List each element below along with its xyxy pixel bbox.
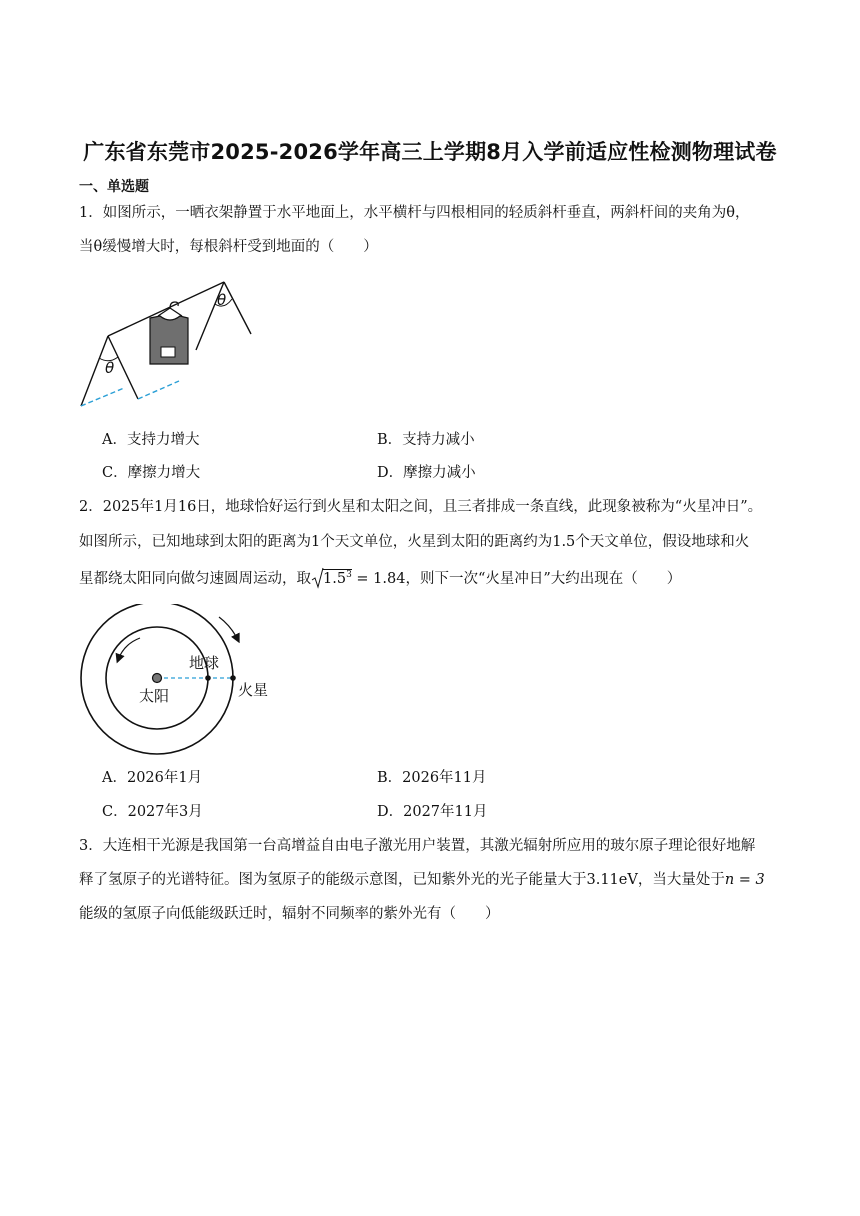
q1-option-a: A．支持力增大 [102,432,200,448]
q1-figure-theta-bottom: θ [105,359,115,377]
q2-stem-line2: 如图所示，已知地球到太阳的距离为1个天文单位，火星到太阳的距离约为1.5个天文单位，假设地球和火 [79,534,750,550]
q3-stem-line1: 3．大连相干光源是我国第一台高增益自由电子激光用户装置，其激光辐射所应用的玻尔原子理论很好地解 [79,838,756,854]
q2-option-a: A．2026年1月 [102,770,203,786]
q1-stem-line1: 1．如图所示，一晒衣架静置于水平地面上，水平横杆与四根相同的轻质斜杆垂直，两斜杆间的夹角为θ， [79,205,750,221]
q1-option-b: B．支持力减小 [377,432,475,448]
q1-option-d: D．摩擦力减小 [377,465,476,481]
q3-stem-line2-text: 释了氢原子的光谱特征。图为氢原子的能级示意图，已知紫外光的光子能量大于3.11eV，当大量处于 [79,872,725,888]
q1-figure-clothes-rack [76,268,258,413]
q2-figure-orbits [76,604,276,760]
q1-figure-theta-top: θ [217,291,227,309]
earth-label: 地球 [189,654,220,672]
mars-label: 火星 [238,681,269,699]
sqrt-exponent: 3 [346,570,352,581]
sqrt-expression [311,570,352,587]
sqrt-base: 1.5 [323,571,347,587]
q2-option-d: D．2027年11月 [377,804,488,820]
sqrt-sign-icon [311,567,324,589]
q3-energy-level-n: n = 3 [724,872,765,888]
q2-option-c: C．2027年3月 [102,804,203,820]
q2-stem-line3 [79,567,681,588]
sqrt-value: = 1.84 [351,571,406,587]
q2-stem-line3-end: ，则下一次“火星冲日”大约出现在（ ） [405,571,682,587]
q2-stem-line1: 2．2025年1月16日，地球恰好运行到火星和太阳之间，且三者排成一条直线，此现象被称为“火星冲日”。 [79,499,763,515]
q1-option-c: C．摩擦力增大 [102,465,201,481]
q2-stem-line3-start: 星都绕太阳同向做匀速圆周运动，取 [79,571,311,587]
q3-stem-line2 [79,868,765,889]
page-title: 广东省东莞市2025-2026学年高三上学期8月入学前适应性检测物理试卷 [83,140,777,164]
q2-option-b: B．2026年11月 [377,770,487,786]
q1-stem-line2: 当θ缓慢增大时，每根斜杆受到地面的（ ） [79,239,378,255]
section-heading: 一、单选题 [79,179,149,195]
q3-stem-line3: 能级的氢原子向低能级跃迁时，辐射不同频率的紫外光有（ ） [79,906,500,922]
sun-label: 太阳 [139,687,170,705]
